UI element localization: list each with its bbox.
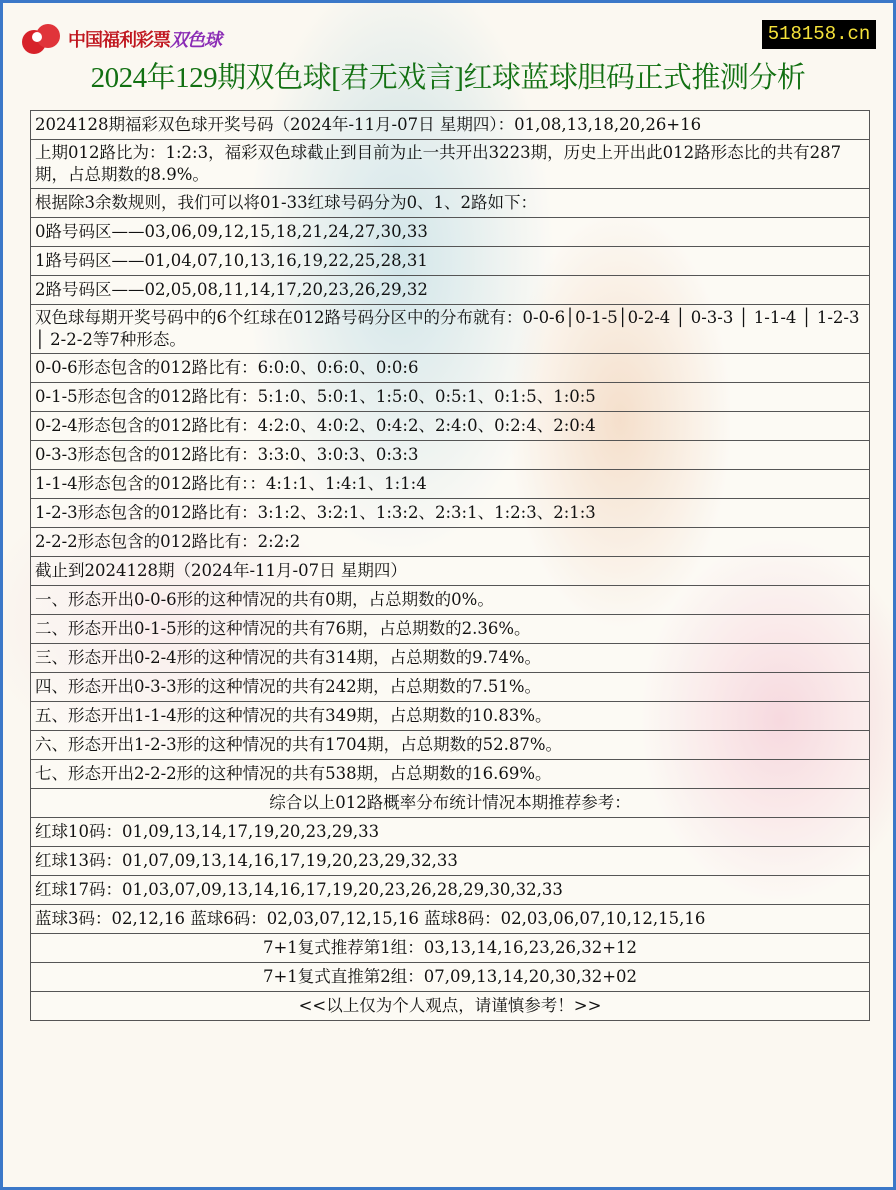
table-row: [31, 992, 870, 1021]
table-row: [31, 731, 870, 760]
table-row: [31, 760, 870, 789]
row-text: 六、形态开出1-2-3形的这种情况的共有1704期，占总期数的52.87%。: [31, 731, 870, 760]
row-text: 三、形态开出0-2-4形的这种情况的共有314期，占总期数的9.74%。: [31, 644, 870, 673]
row-text: 根据除3余数规则，我们可以将01-33红球号码分为0、1、2路如下：: [31, 189, 870, 218]
table-row: [31, 615, 870, 644]
row-text: 7+1复式直推第2组：07,09,13,14,20,30,32+02: [31, 963, 870, 992]
table-row: [31, 934, 870, 963]
table-row: [31, 247, 870, 276]
table-row: [31, 789, 870, 818]
table-row: [31, 441, 870, 470]
table-row: [31, 354, 870, 383]
table-row: [31, 847, 870, 876]
table-row: [31, 818, 870, 847]
table-row: [31, 586, 870, 615]
table-row: [31, 412, 870, 441]
row-text: 0-3-3形态包含的012路比有：3:3:0、3:0:3、0:3:3: [31, 441, 870, 470]
table-row: [31, 470, 870, 499]
row-text: 二、形态开出0-1-5形的这种情况的共有76期，占总期数的2.36%。: [31, 615, 870, 644]
cwl-logo-icon: [20, 22, 62, 56]
row-text: 2024128期福彩双色球开奖号码（2024年-11月-07日 星期四）：01,08,13,18,20,26+16: [31, 111, 870, 140]
row-text: 1-1-4形态包含的012路比有：：4:1:1、1:4:1、1:1:4: [31, 470, 870, 499]
row-text: 0-1-5形态包含的012路比有：5:1:0、5:0:1、1:5:0、0:5:1、0:1:5、1:0:5: [31, 383, 870, 412]
table-row: [31, 673, 870, 702]
table-row: [31, 557, 870, 586]
row-text: 红球13码：01,07,09,13,14,16,17,19,20,23,29,32,33: [31, 847, 870, 876]
lottery-logo: [20, 22, 221, 56]
row-text: 四、形态开出0-3-3形的这种情况的共有242期，占总期数的7.51%。: [31, 673, 870, 702]
row-text: 七、形态开出2-2-2形的这种情况的共有538期，占总期数的16.69%。: [31, 760, 870, 789]
table-row: [31, 140, 870, 189]
site-badge[interactable]: 518158.cn: [762, 20, 876, 49]
row-text: 双色球每期开奖号码中的6个红球在012路号码分区中的分布就有：0-0-6│0-1-5│0-2-4 │ 0-3-3 │ 1-1-4 │ 1-2-3 │ 2-2-2等7种形态。: [31, 305, 870, 354]
row-text: <<以上仅为个人观点，请谨慎参考！>>: [31, 992, 870, 1021]
table-row: [31, 702, 870, 731]
analysis-table: [30, 110, 870, 1021]
table-row: [31, 218, 870, 247]
row-text: 7+1复式推荐第1组：03,13,14,16,23,26,32+12: [31, 934, 870, 963]
row-text: 红球10码：01,09,13,14,17,19,20,23,29,33: [31, 818, 870, 847]
row-text: 一、形态开出0-0-6形的这种情况的共有0期，占总期数的0%。: [31, 586, 870, 615]
page-title: 2024年129期双色球[君无戏言]红球蓝球胆码正式推测分析: [90, 62, 806, 94]
table-row: [31, 876, 870, 905]
row-text: 截止到2024128期（2024年-11月-07日 星期四）: [31, 557, 870, 586]
logo-text: 中国福利彩票: [68, 30, 170, 51]
table-row: [31, 383, 870, 412]
row-text: 蓝球3码：02,12,16 蓝球6码：02,03,07,12,15,16 蓝球8码：02,03,06,07,10,12,15,16: [31, 905, 870, 934]
row-text: 综合以上012路概率分布统计情况本期推荐参考：: [31, 789, 870, 818]
table-row: [31, 644, 870, 673]
table-row: [31, 499, 870, 528]
table-row: [31, 963, 870, 992]
table-row: [31, 905, 870, 934]
table-row: [31, 189, 870, 218]
row-text: 2-2-2形态包含的012路比有：2:2:2: [31, 528, 870, 557]
row-text: 五、形态开出1-1-4形的这种情况的共有349期，占总期数的10.83%。: [31, 702, 870, 731]
row-text: 1-2-3形态包含的012路比有：3:1:2、3:2:1、1:3:2、2:3:1、1:2:3、2:1:3: [31, 499, 870, 528]
row-text: 0-0-6形态包含的012路比有：6:0:0、0:6:0、0:0:6: [31, 354, 870, 383]
logo-highlight: 双色球: [170, 30, 221, 51]
row-text: 1路号码区——01,04,07,10,13,16,19,22,25,28,31: [31, 247, 870, 276]
row-text: 红球17码：01,03,07,09,13,14,16,17,19,20,23,26,28,29,30,32,33: [31, 876, 870, 905]
row-text: 0-2-4形态包含的012路比有：4:2:0、4:0:2、0:4:2、2:4:0、0:2:4、2:0:4: [31, 412, 870, 441]
row-text: 2路号码区——02,05,08,11,14,17,20,23,26,29,32: [31, 276, 870, 305]
table-row: [31, 305, 870, 354]
table-row: [31, 276, 870, 305]
table-row: [31, 528, 870, 557]
row-text: 上期012路比为：1:2:3，福彩双色球截止到目前为止一共开出3223期，历史上开出此012路形态比的共有287期，占总期数的8.9%。: [31, 140, 870, 189]
table-row: [31, 111, 870, 140]
row-text: 0路号码区——03,06,09,12,15,18,21,24,27,30,33: [31, 218, 870, 247]
